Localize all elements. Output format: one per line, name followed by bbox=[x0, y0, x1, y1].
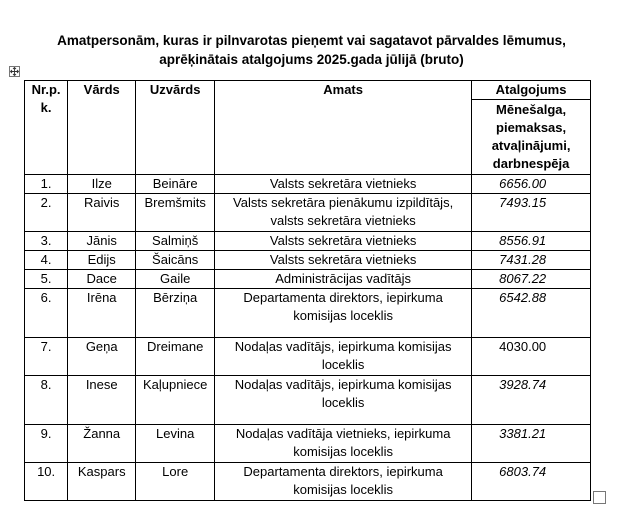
table-move-handle-icon[interactable] bbox=[9, 66, 20, 77]
row-surname: Kaļupniece bbox=[136, 376, 215, 425]
row-position: Valsts sekretāra pienākumu izpildītājs, valsts sekretāra vietnieks bbox=[215, 194, 472, 232]
row-surname: Dreimane bbox=[136, 338, 215, 376]
row-nr: 9. bbox=[25, 425, 68, 463]
row-name: Dace bbox=[68, 270, 136, 289]
row-surname: Šaicāns bbox=[136, 251, 215, 270]
row-surname: Salmiņš bbox=[136, 232, 215, 251]
row-nr: 7. bbox=[25, 338, 68, 376]
header-salary: Atalgojums bbox=[472, 81, 591, 100]
table-row bbox=[25, 232, 591, 251]
row-position: Departamenta direktors, iepirkuma komisijas loceklis bbox=[215, 289, 472, 338]
row-name: Žanna bbox=[68, 425, 136, 463]
row-surname: Beināre bbox=[136, 175, 215, 194]
row-position: Valsts sekretāra vietnieks bbox=[215, 175, 472, 194]
row-name: Ilze bbox=[68, 175, 136, 194]
table-row bbox=[25, 425, 591, 463]
row-salary: 6803.74 bbox=[472, 463, 591, 501]
row-salary: 6656.00 bbox=[472, 175, 591, 194]
row-position: Nodaļas vadītājs, iepirkuma komisijas loceklis bbox=[215, 376, 472, 425]
row-name: Irēna bbox=[68, 289, 136, 338]
table-row bbox=[25, 376, 591, 425]
row-surname: Gaile bbox=[136, 270, 215, 289]
row-surname: Bremšmits bbox=[136, 194, 215, 232]
row-position: Departamenta direktors, iepirkuma komisijas loceklis bbox=[215, 463, 472, 501]
row-name: Kaspars bbox=[68, 463, 136, 501]
table-row bbox=[25, 338, 591, 376]
table-row bbox=[25, 175, 591, 194]
row-position: Nodaļas vadītāja vietnieks, iepirkuma komisijas loceklis bbox=[215, 425, 472, 463]
title-line-1: Amatpersonām, kuras ir pilnvarotas pieņemt vai sagatavot pārvaldes lēmumus, bbox=[57, 33, 566, 48]
row-nr: 10. bbox=[25, 463, 68, 501]
title-line-2: aprēķinātais atalgojums 2025.gada jūlijā (bruto) bbox=[159, 52, 464, 67]
row-nr: 2. bbox=[25, 194, 68, 232]
header-name: Vārds bbox=[68, 81, 136, 175]
table-row bbox=[25, 289, 591, 338]
row-position: Administrācijas vadītājs bbox=[215, 270, 472, 289]
row-salary: 3928.74 bbox=[472, 376, 591, 425]
row-nr: 6. bbox=[25, 289, 68, 338]
row-salary: 8556.91 bbox=[472, 232, 591, 251]
row-nr: 3. bbox=[25, 232, 68, 251]
table-row bbox=[25, 194, 591, 232]
row-name: Geņa bbox=[68, 338, 136, 376]
row-nr: 5. bbox=[25, 270, 68, 289]
row-salary: 8067.22 bbox=[472, 270, 591, 289]
row-salary: 7493.15 bbox=[472, 194, 591, 232]
row-surname: Levina bbox=[136, 425, 215, 463]
table-row bbox=[25, 270, 591, 289]
table-resize-handle-icon[interactable] bbox=[593, 491, 606, 504]
salary-table bbox=[24, 80, 591, 501]
row-name: Raivis bbox=[68, 194, 136, 232]
row-position: Nodaļas vadītājs, iepirkuma komisijas loceklis bbox=[215, 338, 472, 376]
row-salary: 3381.21 bbox=[472, 425, 591, 463]
header-surname: Uzvārds bbox=[136, 81, 215, 175]
header-nr: Nr.p. k. bbox=[25, 81, 68, 175]
row-nr: 4. bbox=[25, 251, 68, 270]
row-name: Inese bbox=[68, 376, 136, 425]
row-surname: Lore bbox=[136, 463, 215, 501]
row-salary: 7431.28 bbox=[472, 251, 591, 270]
row-name: Jānis bbox=[68, 232, 136, 251]
row-position: Valsts sekretāra vietnieks bbox=[215, 232, 472, 251]
row-surname: Bērziņa bbox=[136, 289, 215, 338]
table-row bbox=[25, 463, 591, 501]
row-position: Valsts sekretāra vietnieks bbox=[215, 251, 472, 270]
row-salary: 4030.00 bbox=[472, 338, 591, 376]
row-nr: 8. bbox=[25, 376, 68, 425]
header-salary-sub: Mēnešalga, piemaksas, atvaļinājumi, darbnespēja bbox=[472, 100, 591, 175]
row-name: Edijs bbox=[68, 251, 136, 270]
table-row bbox=[25, 251, 591, 270]
header-position: Amats bbox=[215, 81, 472, 175]
row-nr: 1. bbox=[25, 175, 68, 194]
document-title bbox=[20, 31, 603, 69]
row-salary: 6542.88 bbox=[472, 289, 591, 338]
